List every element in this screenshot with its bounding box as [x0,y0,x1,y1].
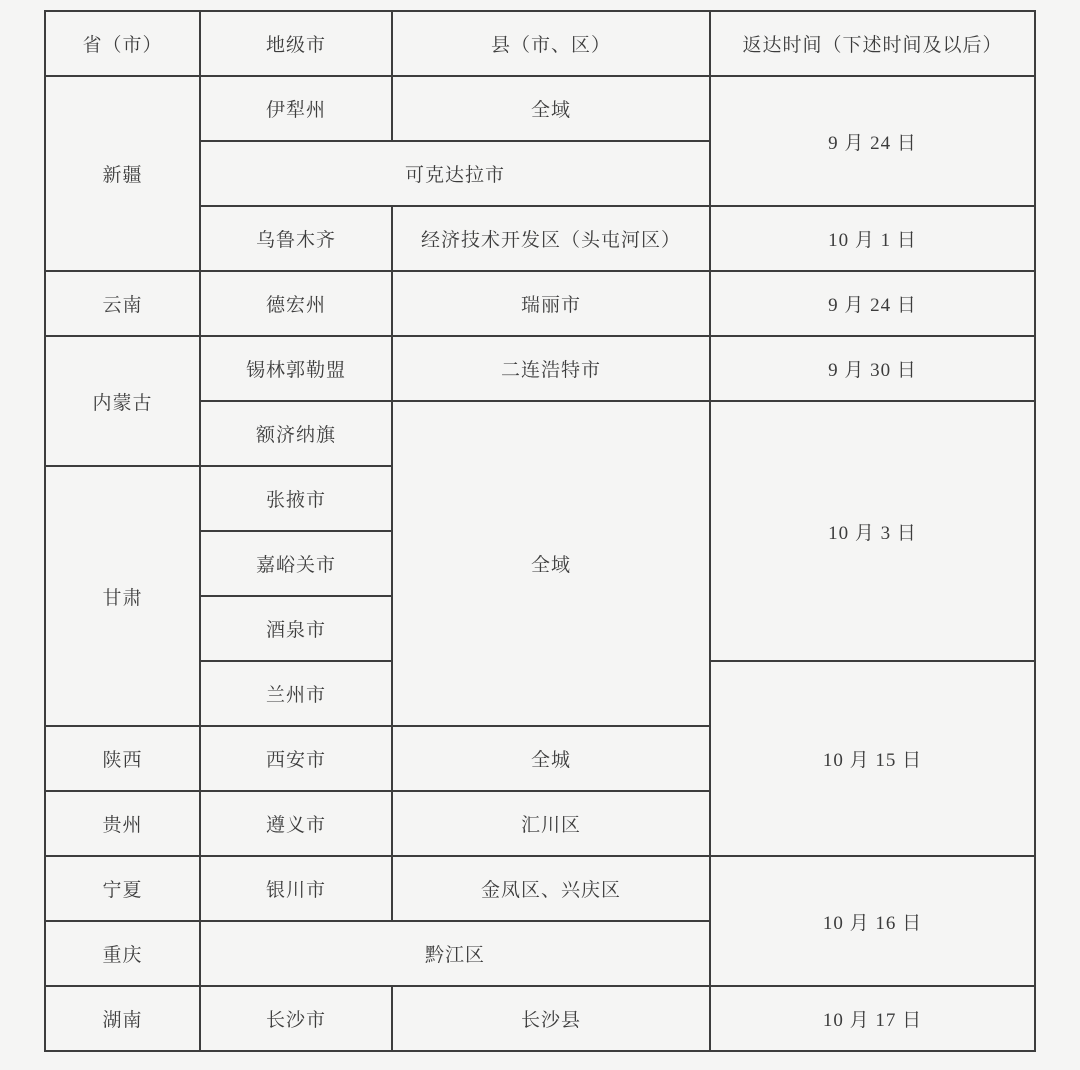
cell-return-time: 10 月 16 日 [710,856,1035,986]
header-province: 省（市） [45,11,200,76]
header-city: 地级市 [200,11,392,76]
cell-county: 全域 [392,401,710,726]
cell-return-time: 10 月 1 日 [710,206,1035,271]
cell-return-time: 10 月 17 日 [710,986,1035,1051]
cell-city: 德宏州 [200,271,392,336]
cell-province: 陕西 [45,726,200,791]
cell-return-time: 10 月 15 日 [710,661,1035,856]
cell-city: 额济纳旗 [200,401,392,466]
cell-city: 遵义市 [200,791,392,856]
cell-return-time: 10 月 3 日 [710,401,1035,661]
cell-county: 长沙县 [392,986,710,1051]
cell-county: 瑞丽市 [392,271,710,336]
province-return-time-table [44,10,1036,1052]
cell-province: 内蒙古 [45,336,200,466]
cell-city-county-merged: 可克达拉市 [200,141,710,206]
cell-city: 酒泉市 [200,596,392,661]
cell-city: 锡林郭勒盟 [200,336,392,401]
table-header-row [45,11,1035,76]
table-row [45,76,1035,141]
cell-city: 嘉峪关市 [200,531,392,596]
cell-city: 乌鲁木齐 [200,206,392,271]
cell-return-time: 9 月 24 日 [710,76,1035,206]
cell-city: 张掖市 [200,466,392,531]
cell-city: 长沙市 [200,986,392,1051]
cell-city: 西安市 [200,726,392,791]
cell-province: 云南 [45,271,200,336]
cell-return-time: 9 月 24 日 [710,271,1035,336]
table-row [45,336,1035,401]
header-county: 县（市、区） [392,11,710,76]
cell-county: 汇川区 [392,791,710,856]
cell-city-county-merged: 黔江区 [200,921,710,986]
cell-province: 重庆 [45,921,200,986]
cell-city: 银川市 [200,856,392,921]
cell-province: 湖南 [45,986,200,1051]
table-row [45,986,1035,1051]
cell-province: 甘肃 [45,466,200,726]
cell-province: 宁夏 [45,856,200,921]
cell-county: 全域 [392,76,710,141]
table-row [45,856,1035,921]
header-return-time: 返达时间（下述时间及以后） [710,11,1035,76]
cell-county: 金凤区、兴庆区 [392,856,710,921]
cell-province: 新疆 [45,76,200,271]
cell-province: 贵州 [45,791,200,856]
cell-city: 伊犁州 [200,76,392,141]
cell-city: 兰州市 [200,661,392,726]
cell-county: 经济技术开发区（头屯河区） [392,206,710,271]
cell-return-time: 9 月 30 日 [710,336,1035,401]
cell-county: 二连浩特市 [392,336,710,401]
cell-county: 全城 [392,726,710,791]
table-row [45,271,1035,336]
